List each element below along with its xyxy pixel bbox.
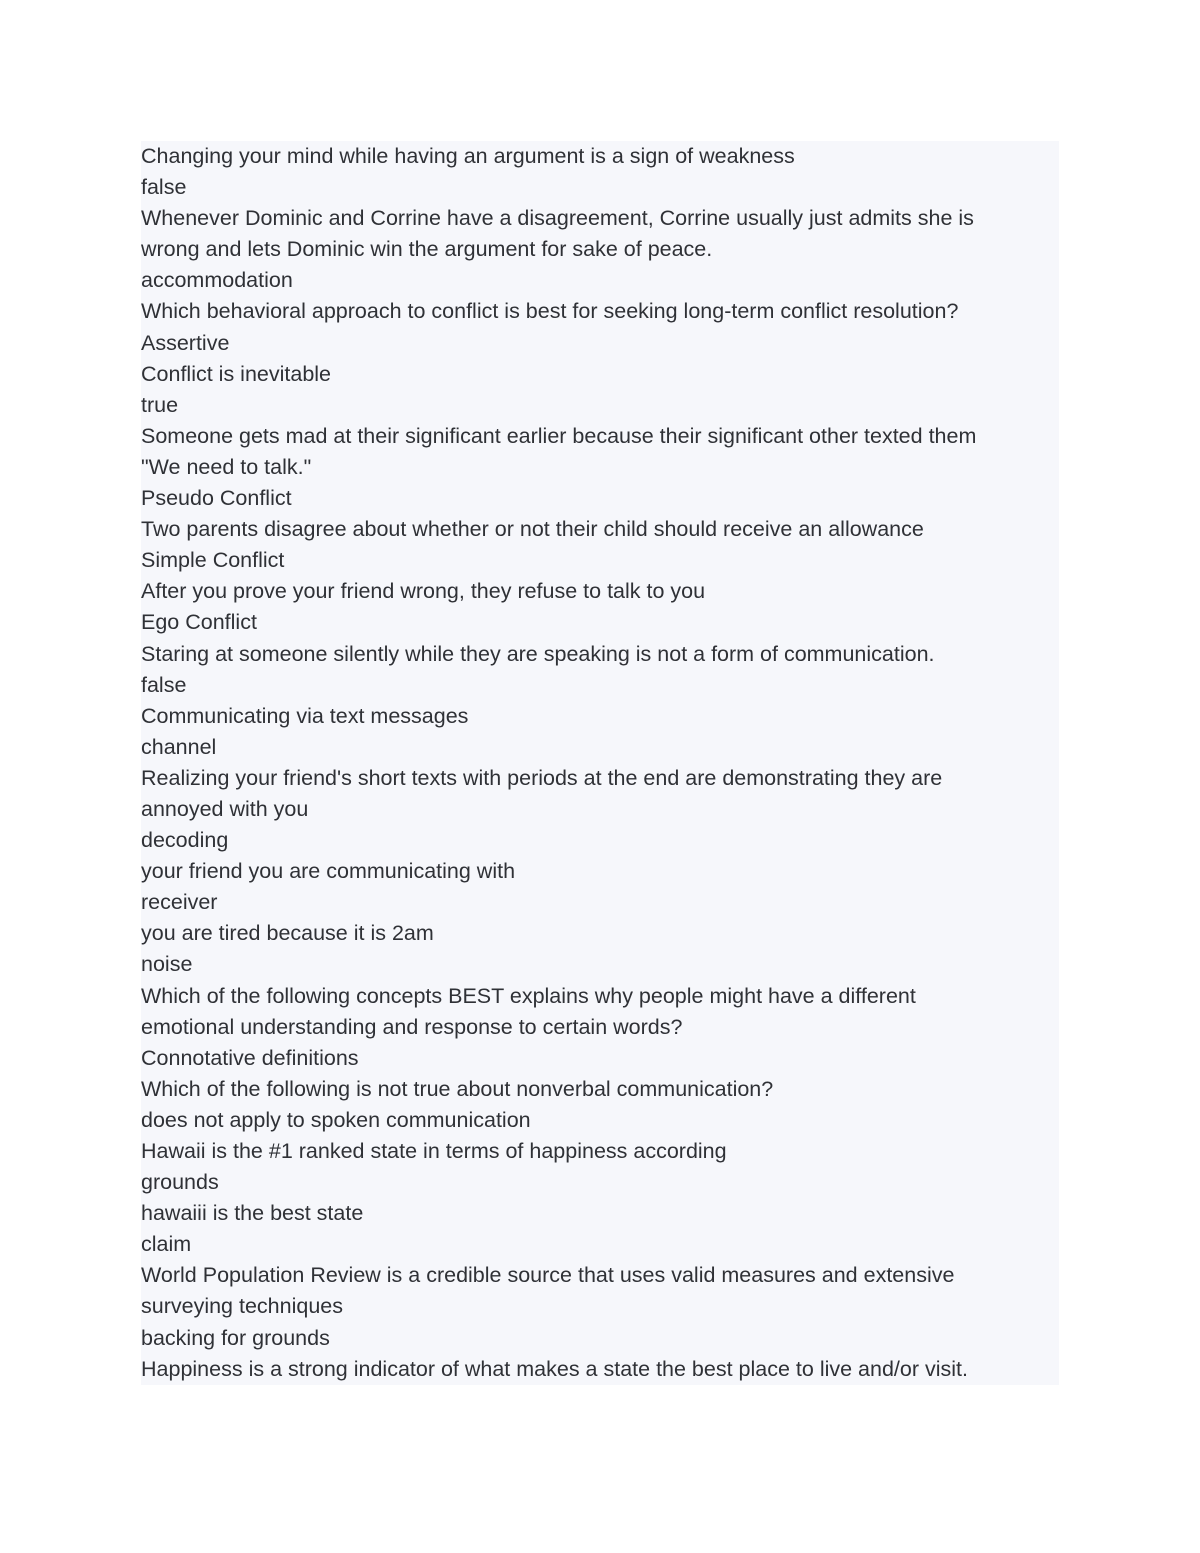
answer-line: decoding [141, 828, 229, 853]
question-line: your friend you are communicating with [141, 859, 516, 884]
answer-line: grounds [141, 1170, 219, 1195]
answer-line: claim [141, 1232, 192, 1257]
answer-line: Assertive [141, 330, 230, 355]
answer-line: noise [141, 952, 193, 977]
answer-line: Pseudo Conflict [141, 486, 292, 511]
question-line: Conflict is inevitable [141, 361, 332, 386]
question-line: Realizing your friend's short texts with periods at the end are demonstrating they are [141, 765, 943, 790]
answer-line: false [141, 672, 187, 697]
question-line: Which of the following concepts BEST explains why people might have a different [141, 983, 916, 1008]
question-line: annoyed with you [141, 796, 309, 821]
answer-line: receiver [141, 890, 218, 915]
question-line: hawaiii is the best state [141, 1201, 364, 1226]
answer-line: backing for grounds [141, 1325, 330, 1350]
question-line: Two parents disagree about whether or not their child should receive an allowance [141, 517, 924, 542]
answer-line: does not apply to spoken communication [141, 1107, 531, 1132]
question-line: Someone gets mad at their significant earlier because their significant other texted them [141, 423, 977, 448]
answer-line: channel [141, 734, 217, 759]
answer-line: Ego Conflict [141, 610, 257, 635]
question-line: emotional understanding and response to certain words? [141, 1014, 683, 1039]
question-line: "We need to talk." [141, 454, 312, 479]
answer-line: Connotative definitions [141, 1045, 359, 1070]
answer-line: false [141, 175, 187, 200]
question-line: After you prove your friend wrong, they refuse to talk to you [141, 579, 706, 604]
answer-line: accommodation [141, 268, 293, 293]
question-line: World Population Review is a credible source that uses valid measures and extensive [141, 1263, 955, 1288]
question-line: Which of the following is not true about nonverbal communication? [141, 1076, 774, 1101]
question-line: Whenever Dominic and Corrine have a disagreement, Corrine usually just admits she is [141, 206, 974, 231]
question-line: Communicating via text messages [141, 703, 469, 728]
question-line: you are tired because it is 2am [141, 921, 434, 946]
answer-line: true [141, 392, 179, 417]
text-block [141, 141, 1059, 1385]
question-line: wrong and lets Dominic win the argument for sake of peace. [141, 237, 713, 262]
question-line: Happiness is a strong indicator of what makes a state the best place to live and/or visit. [141, 1356, 968, 1381]
question-line: Hawaii is the #1 ranked state in terms of happiness according [141, 1139, 727, 1163]
question-line: Which behavioral approach to conflict is best for seeking long-term conflict resolution? [141, 299, 959, 324]
question-line: surveying techniques [141, 1294, 343, 1319]
answer-line: Simple Conflict [141, 548, 285, 573]
question-line: Changing your mind while having an argument is a sign of weakness [141, 144, 795, 168]
question-line: Staring at someone silently while they are speaking is not a form of communication. [141, 641, 935, 666]
